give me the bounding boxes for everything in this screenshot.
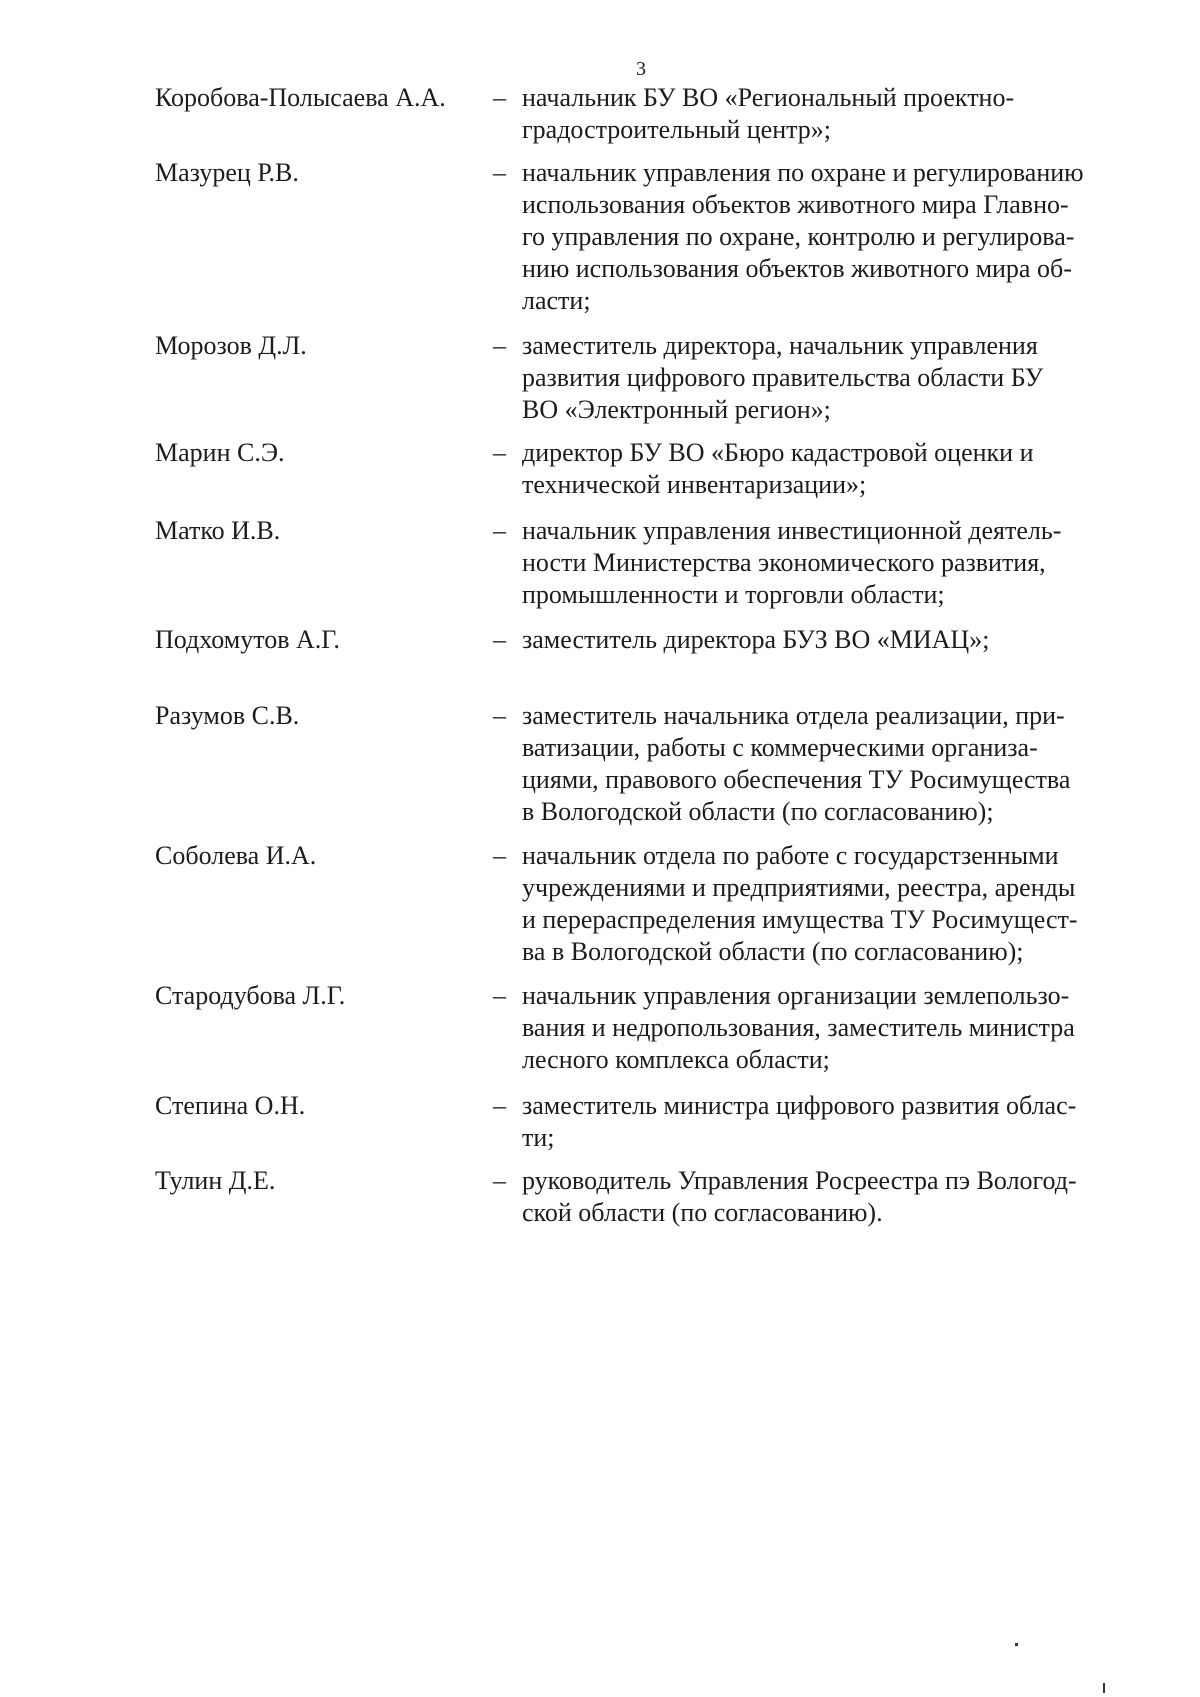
dash-separator: – — [493, 331, 506, 360]
dash-separator: – — [493, 1166, 506, 1195]
page-number: 3 — [636, 58, 646, 80]
dash-separator: – — [493, 701, 506, 730]
position-description: директор БУ ВО «Бюро кадастровой оценки и технической инвентаризации»; — [522, 438, 1034, 499]
person-name: Тулин Д.Е. — [155, 1166, 276, 1195]
dash-separator: – — [493, 516, 506, 545]
scan-speck — [1103, 1683, 1105, 1693]
position-description: заместитель директора БУЗ ВО «МИАЦ»; — [522, 625, 990, 654]
position-description: заместитель начальника отдела реализации, при- ватизации, работы с коммерческими организа- циями, правового обеспечения ТУ Росимущества в Вологодской области (по согласованию); — [522, 701, 1071, 826]
position-description: начальник БУ ВО «Региональный проектно- градостроительный центр»; — [522, 83, 1015, 144]
person-name: Мазурец Р.В. — [155, 158, 299, 187]
position-description: заместитель министра цифрового развития облас- ти; — [522, 1091, 1077, 1152]
person-name: Коробова-Полысаева А.А. — [155, 83, 446, 112]
person-name: Степина О.Н. — [155, 1091, 306, 1120]
dash-separator: – — [493, 1091, 506, 1120]
position-description: начальник управления организации землепользо- вания и недропользования, заместитель министра лесного комплекса области; — [522, 981, 1075, 1074]
person-name: Подхомутов А.Г. — [155, 625, 340, 654]
person-name: Разумов С.В. — [155, 701, 300, 730]
dash-separator: – — [493, 841, 506, 870]
person-name: Морозов Д.Л. — [155, 331, 307, 360]
person-name: Марин С.Э. — [155, 438, 285, 467]
position-description: начальник отдела по работе с государстзенными учреждениями и предприятиями, реестра, аренды и перераспределения имущества ТУ Росимущест- ва в Вологодской области (по согласованию); — [522, 841, 1078, 966]
scan-speck — [1015, 1643, 1018, 1646]
dash-separator: – — [493, 438, 506, 467]
dash-separator: – — [493, 158, 506, 187]
position-description: начальник управления по охране и регулированию использования объектов животного мира Главно- го управления по охране, контролю и регулирова- нию использования объектов животного мира об- ласти; — [522, 158, 1084, 315]
person-name: Матко И.В. — [155, 516, 281, 545]
dash-separator: – — [493, 625, 506, 654]
position-description: руководитель Управления Росреестра пэ Вологод- ской области (по согласованию). — [522, 1166, 1077, 1227]
dash-separator: – — [493, 981, 506, 1010]
position-description: начальник управления инвестиционной деятель- ности Министерства экономического развития, промышленности и торговли области; — [522, 516, 1062, 609]
dash-separator: – — [493, 83, 506, 112]
position-description: заместитель директора, начальник управления развития цифрового правительства области БУ ВО «Электронный регион»; — [522, 331, 1044, 424]
person-name: Стародубова Л.Г. — [155, 981, 346, 1010]
person-name: Соболева И.А. — [155, 841, 317, 870]
